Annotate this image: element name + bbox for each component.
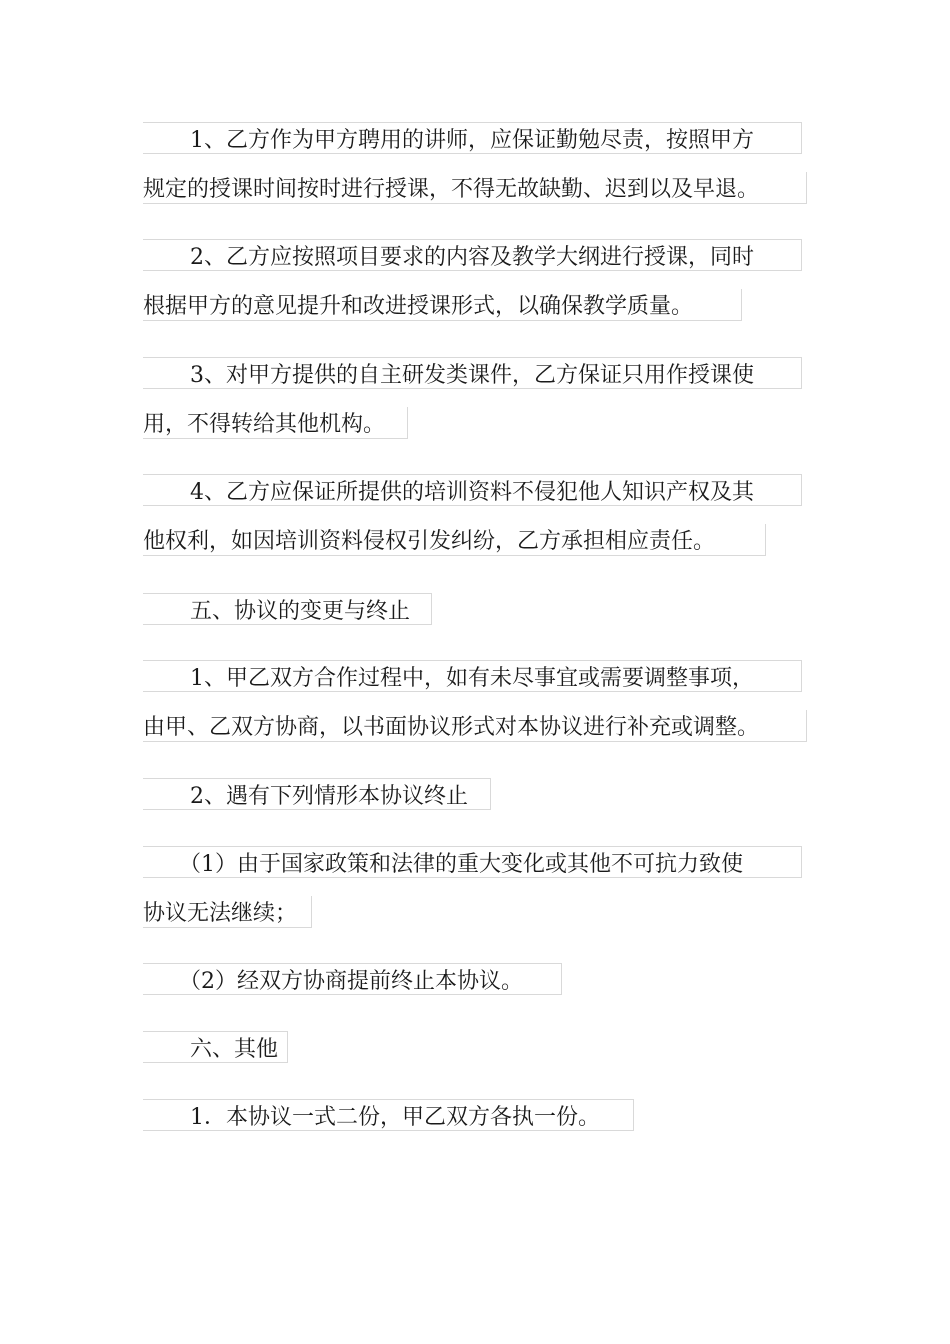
text-line — [143, 289, 742, 321]
text-line-content: （2）经双方协商提前终止本协议。 — [179, 969, 523, 994]
text-line — [143, 357, 802, 389]
section-heading-text: 五、协议的变更与终止 — [190, 599, 411, 624]
text-line-content: 4、乙方应保证所提供的培训资料不侵犯他人知识产权及其 — [190, 480, 754, 505]
section-heading — [143, 593, 432, 625]
text-line — [143, 407, 408, 439]
text-line-content: 根据甲方的意见提升和改进授课形式，以确保教学质量。 — [143, 294, 694, 319]
text-line-content: 2、遇有下列情形本协议终止 — [190, 784, 468, 809]
text-line — [143, 710, 807, 742]
text-line-content: 3、对甲方提供的自主研发类课件，乙方保证只用作授课使 — [190, 363, 754, 388]
text-line — [143, 660, 802, 692]
text-line — [143, 846, 802, 878]
text-line-content: 规定的授课时间按时进行授课，不得无故缺勤、迟到以及早退。 — [143, 177, 760, 202]
text-line — [143, 172, 807, 204]
section-heading — [143, 1031, 288, 1063]
text-line-content: 协议无法继续； — [143, 901, 298, 926]
section-heading-text: 六、其他 — [190, 1037, 279, 1062]
text-line-content: 2、乙方应按照项目要求的内容及教学大纲进行授课，同时 — [190, 245, 754, 270]
text-line — [143, 122, 802, 154]
text-line — [143, 778, 491, 810]
text-line — [143, 239, 802, 271]
text-line-content: 他权利，如因培训资料侵权引发纠纷，乙方承担相应责任。 — [143, 529, 716, 554]
text-line — [143, 1099, 634, 1131]
text-line — [143, 474, 802, 506]
text-line-content: 由甲、乙双方协商，以书面协议形式对本协议进行补充或调整。 — [143, 715, 760, 740]
text-line-content: （1）由于国家政策和法律的重大变化或其他不可抗力致使 — [179, 852, 743, 877]
text-line — [143, 963, 562, 995]
text-line-content: 1．本协议一式二份，甲乙双方各执一份。 — [190, 1105, 600, 1130]
text-line-content: 1、乙方作为甲方聘用的讲师，应保证勤勉尽责，按照甲方 — [190, 128, 754, 153]
text-line-content: 1、甲乙双方合作过程中，如有未尽事宜或需要调整事项， — [190, 666, 754, 691]
text-line — [143, 524, 766, 556]
text-line-content: 用，不得转给其他机构。 — [143, 412, 386, 437]
text-line — [143, 896, 312, 928]
